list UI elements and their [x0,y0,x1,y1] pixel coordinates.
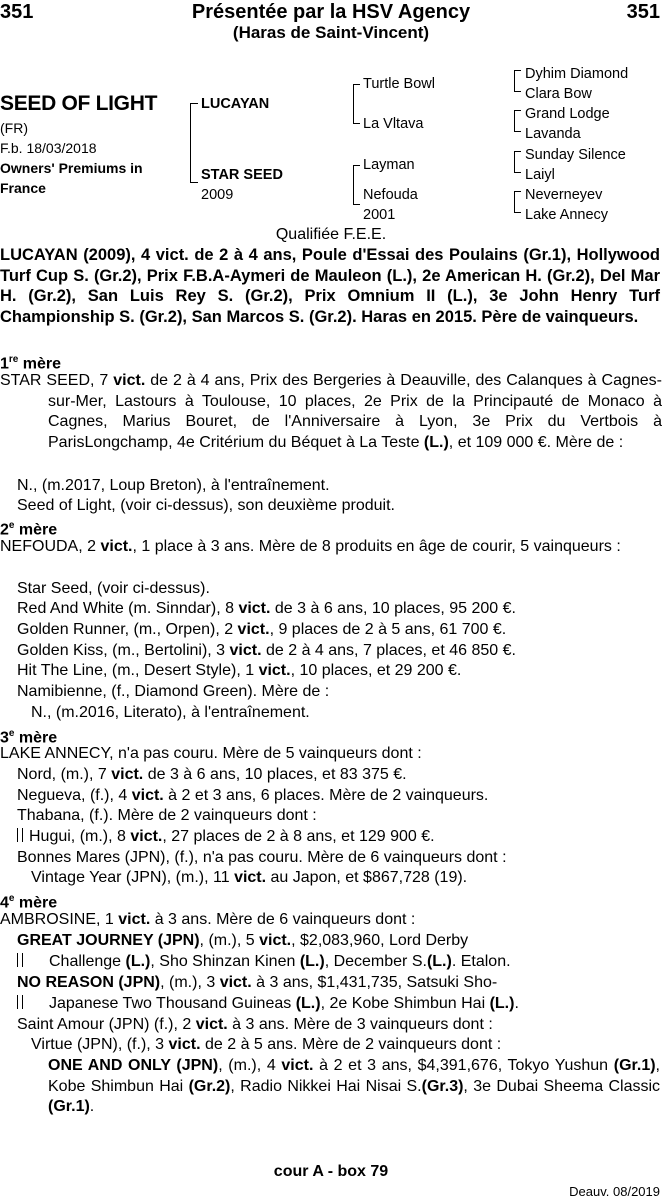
first-dam-produce-2: Seed of Light, (voir ci-dessus), son deuxième produit. [17,497,395,514]
horse-name: SEED OF LIGHT [0,92,158,115]
second-dam-produce-2: Red And White (m. Sinndar), 8 vict. de 3 à 6 ans, 10 places, 95 200 €. [17,600,516,617]
fourth-dam-grandproduce-1: Virtue (JPN), (f.), 3 vict. de 2 à 5 ans. Mère de 2 vainqueurs dont : [31,1036,502,1053]
sale-reference: Deauv. 08/2019 [569,1184,660,1199]
second-dam-paragraph: NEFOUDA, 2 vict., 1 place à 3 ans. Mère de 8 produits en âge de courir, 5 vainqueurs : [0,538,621,555]
third-dam-produce-1: Nord, (m.), 7 vict. de 3 à 6 ans, 10 places, et 83 375 €. [17,766,407,783]
third-dam-produce-2: Negueva, (f.), 4 vict. à 2 et 3 ans, 6 places. Mère de 2 vainqueurs. [17,787,489,804]
fourth-dam-produce-2-cont: Japanese Two Thousand Guineas (L.), 2e Kobe Shimbun Hai (L.). [17,994,519,1015]
pedigree-sire: LUCAYAN [201,96,270,112]
pedigree-bracket-g1 [514,70,521,92]
fourth-dam-great-grandproduce: ONE AND ONLY (JPN), (m.), 4 vict. à 2 et 3 ans, $4,391,676, Tokyo Yushun (Gr.1), Kobe Shimbun Hai (Gr.2), Radio Nikkei Hai Nisai S.(Gr.3), 3e Dubai Sheema Classic (Gr.1). [48,1057,661,1115]
sire-paragraph: LUCAYAN (2009), 4 vict. de 2 à 4 ans, Poule d'Essai des Poulains (Gr.1), Hollywood Turf Cup S. (Gr.2), Prix F.B.A-Aymeri de Mauleon (L.), 2e American H. (Gr.2), Del Mar H. (Gr.2), San Luis Rey S. (Gr.2), Prix Omnium II (L.), 3e John Henry Turf Championship S. (Gr.2), San Marcos S. (Gr.2). Haras en 2015. Père de vainqueurs. [0,246,660,326]
pedigree-bracket-g4 [514,191,521,213]
pedigree-g7: Neverneyev [525,187,603,203]
premium-line-2: France [0,180,46,196]
pedigree-dam-dam-year: 2001 [363,207,396,223]
pedigree-sire-dam: La Vltava [363,116,424,132]
section-second-dam: 2e mère [0,520,58,539]
lot-number-left: 351 [0,1,34,23]
pedigree-g8: Lake Annecy [525,207,609,223]
lot-number-right: 351 [626,1,660,23]
pedigree-bracket-sire [353,84,360,124]
second-dam-grandproduce-1: N., (m.2016, Literato), à l'entraînement. [31,704,310,721]
fourth-dam-line: AMBROSINE, 1 vict. à 3 ans. Mère de 6 vainqueurs dont : [0,911,416,928]
page-subtitle: (Haras de Saint-Vincent) [232,23,430,42]
pedigree-marker-icon [17,953,23,967]
section-first-dam: 1re mère [0,354,62,373]
pedigree-g1: Dyhim Diamond [525,66,629,82]
section-fourth-dam: 4e mère [0,893,58,912]
premium-line-1: Owners' Premiums in [0,160,143,176]
pedigree-g3: Grand Lodge [525,106,610,122]
box-location: cour A - box 79 [273,1163,389,1180]
section-third-dam: 3e mère [0,728,58,747]
fourth-dam-produce-1-cont: Challenge (L.), Sho Shinzan Kinen (L.), December S.(L.). Etalon. [17,952,511,973]
second-dam-produce-3: Golden Runner, (m., Orpen), 2 vict., 9 places de 2 à 5 ans, 61 700 €. [17,621,507,638]
horse-origin: (FR) [0,120,28,136]
fourth-dam-produce-1: GREAT JOURNEY (JPN), (m.), 5 vict., $2,083,960, Lord Derby [17,932,469,949]
pedigree-marker-icon [17,995,23,1009]
second-dam-produce-5: Hit The Line, (m., Desert Style), 1 vict., 10 places, et 29 200 €. [17,662,462,679]
second-dam-produce-4: Golden Kiss, (m., Bertolini), 3 vict. de 2 à 4 ans, 7 places, et 46 850 €. [17,642,516,659]
third-dam-grandproduce-2: Vintage Year (JPN), (m.), 11 vict. au Japon, et $867,728 (19). [31,869,468,886]
third-dam-grandproduce-1: Hugui, (m.), 8 vict., 27 places de 2 à 8 ans, et 129 900 €. [17,827,435,848]
pedigree-bracket-g2 [514,110,521,132]
third-dam-produce-3: Thabana, (f.). Mère de 2 vainqueurs dont : [17,807,317,824]
horse-details: F.b. 18/03/2018 [0,140,97,156]
pedigree-bracket-g3 [514,151,521,173]
pedigree-bracket-dam [353,165,360,205]
pedigree-dam: STAR SEED [201,167,283,183]
pedigree-dam-dam: Nefouda [363,187,418,203]
pedigree-g6: Laiyl [525,167,555,183]
pedigree-marker-icon [17,828,23,842]
pedigree-dam-year: 2009 [201,187,234,203]
pedigree-dam-sire: Layman [363,157,415,173]
first-dam-paragraph: STAR SEED, 7 vict. de 2 à 4 ans, Prix des Bergeries à Deauville, des Calanques à Cagnes-sur-Mer, Lastours à Toulouse, 10 places, 2e Prix de la Principauté de Monaco à Cagnes, Marius Bouret, de l'Anniversaire à Lyon, 3e Prix du Vertbois à ParisLongchamp, 4e Critérium du Béquet à La Teste (L.), et 109 000 €. Mère de : [0,372,662,451]
second-dam-produce-6: Namibienne, (f., Diamond Green). Mère de : [17,683,330,700]
pedigree-g5: Sunday Silence [525,147,626,163]
pedigree-g4: Lavanda [525,126,581,142]
pedigree-sire-sire: Turtle Bowl [363,76,435,92]
third-dam-line: LAKE ANNECY, n'a pas couru. Mère de 5 vainqueurs dont : [0,745,422,762]
fourth-dam-produce-2: NO REASON (JPN), (m.), 3 vict. à 3 ans, $1,431,735, Satsuki Sho- [17,974,498,991]
pedigree-bracket-main [190,103,198,183]
third-dam-produce-4: Bonnes Mares (JPN), (f.), n'a pas couru. Mère de 6 vainqueurs dont : [17,849,507,866]
pedigree-g2: Clara Bow [525,86,592,102]
page-title: Présentée par la HSV Agency [191,1,471,23]
qualification: Qualifiée F.E.E. [275,226,387,243]
fourth-dam-produce-3: Saint Amour (JPN) (f.), 2 vict. à 3 ans. Mère de 3 vainqueurs dont : [17,1016,493,1033]
second-dam-produce-1: Star Seed, (voir ci-dessus). [17,580,210,597]
first-dam-produce-1: N., (m.2017, Loup Breton), à l'entraînement. [17,477,330,494]
